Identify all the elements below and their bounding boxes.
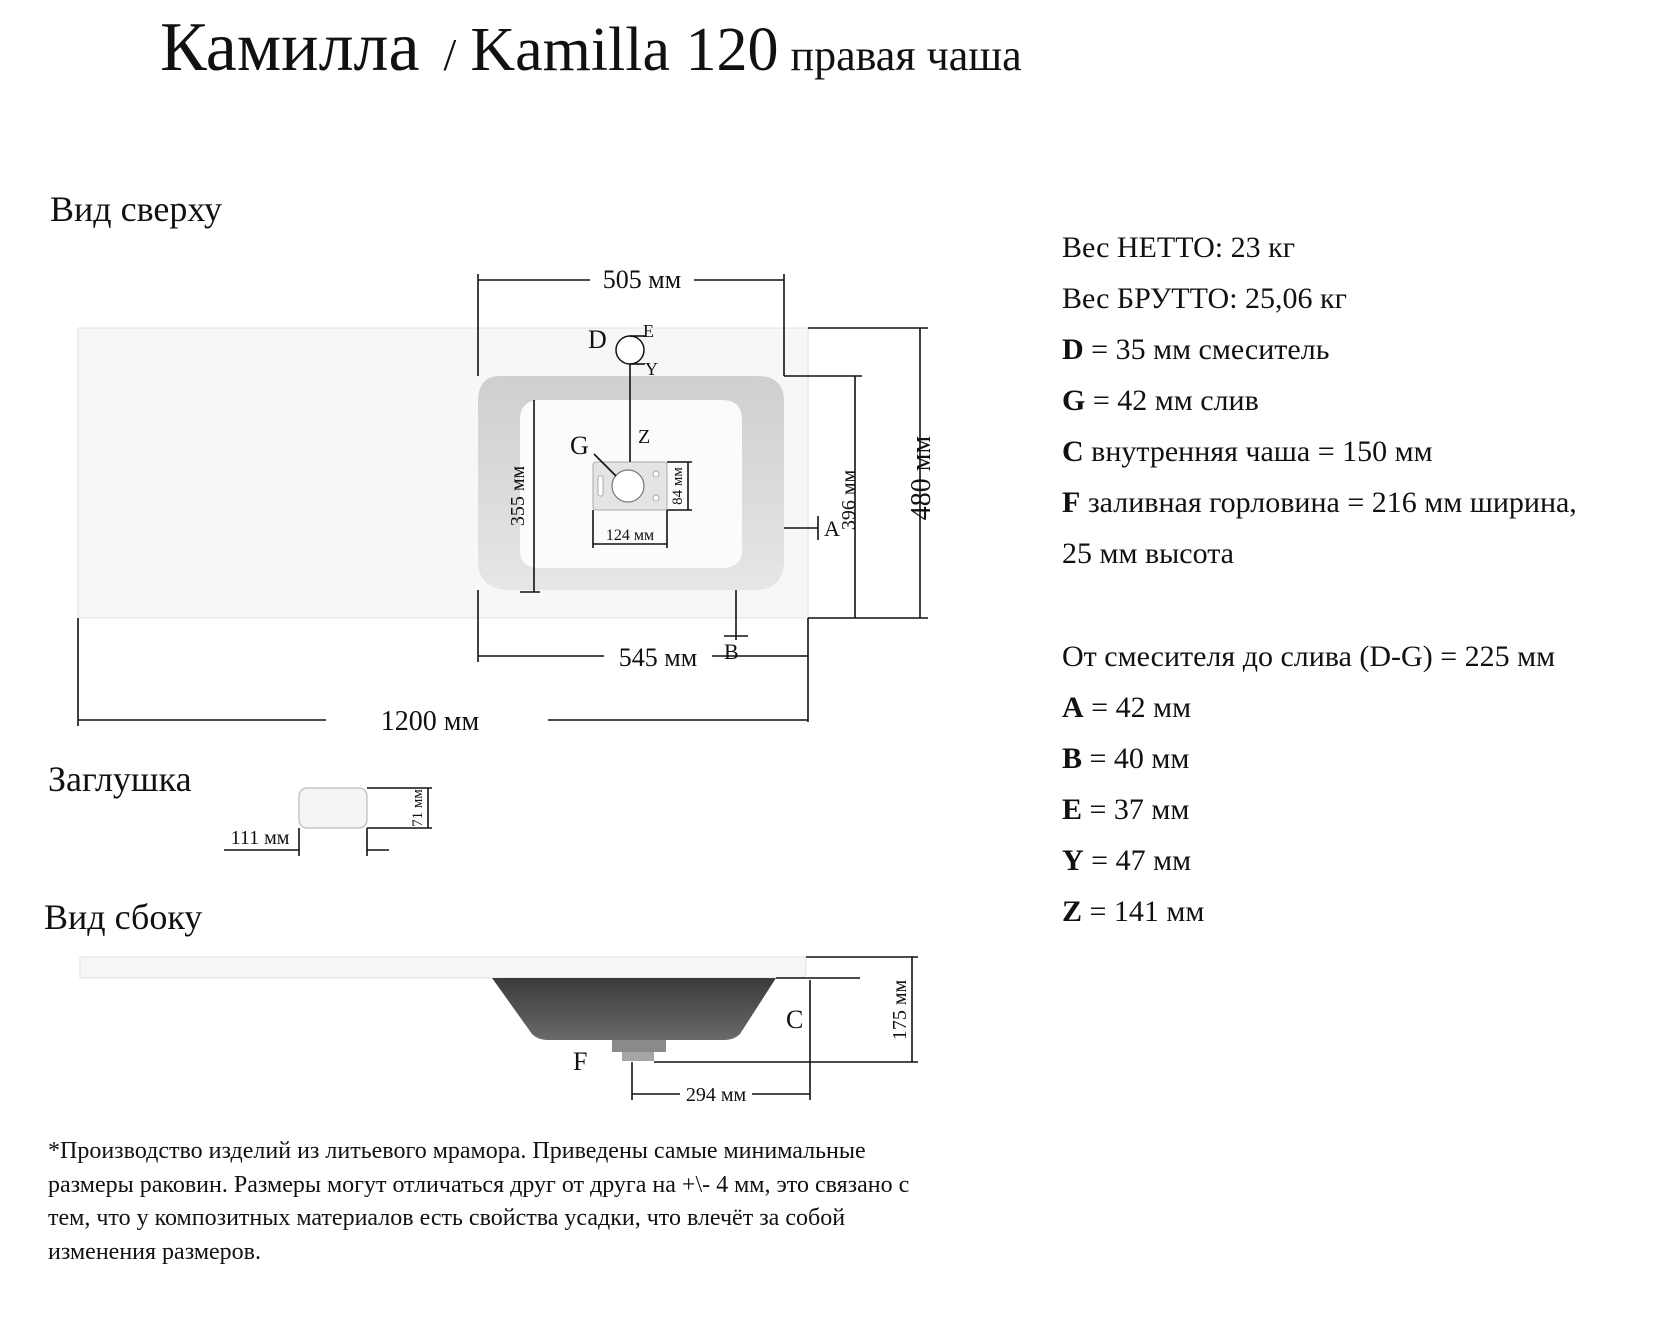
label-f: F [573,1047,588,1076]
dim-depth: 480 мм [906,435,937,521]
dim-bowl-bottom-width: 545 мм [618,643,698,672]
faucet-hole [616,336,644,364]
spec-text: = 47 мм [1083,844,1192,877]
dim-inner-depth: 355 мм [507,465,529,527]
countertop-side [80,957,806,978]
drain-neck [612,1040,666,1052]
spec-text: = 42 мм [1083,691,1192,724]
spec-row [1062,273,1577,324]
dim-total-width: 1200 мм [380,706,480,737]
title-separator: / [443,29,457,80]
spec-text: Вес БРУТТО: 25,06 кг [1062,282,1347,315]
spec-key: F [1062,486,1081,519]
section-top-view: Вид сверху [50,189,222,229]
spec-row [1062,835,1577,886]
title-name-ru: Камилла [160,9,420,86]
section-side-view: Вид сбоку [44,897,203,937]
spec-key: A [1062,691,1084,724]
spec-row [1062,324,1577,375]
spec-key: Y [1062,844,1084,877]
spec-text: = 42 мм слив [1085,384,1259,417]
spec-row [1062,733,1577,784]
spec-key: B [1062,742,1083,775]
plug-dim-width: 111 мм [230,827,290,849]
spec-text: внутренняя чаша = 150 мм [1083,435,1433,468]
spec-row [1062,375,1577,426]
footnote: *Производство изделий из литьевого мрамора. Приведены самые минимальные размеры раковин. Размеры могут отличаться друг от друга на +\- 4 мм, это связано с тем, что у композитных материалов есть свойства усадки, что влечёт за собой изменения размеров. [48,1138,910,1265]
plug-shape [299,788,367,828]
spec-key: C [1062,435,1084,468]
spec-text: = 40 мм [1082,742,1190,775]
specs-list [1062,222,1577,937]
spec-key: E [1062,793,1083,826]
spec-text: = 37 мм [1082,793,1190,826]
drain-outlet [622,1052,654,1061]
label-c: C [786,1005,804,1034]
spec-text: 25 мм высота [1062,537,1235,570]
plug-dim-height: 71 мм [410,789,426,827]
spec-row [1062,631,1577,682]
spec-row [1062,222,1577,273]
title-variant: правая чаша [790,31,1022,80]
spec-key: D [1062,333,1084,366]
spec-key: G [1062,384,1086,417]
section-plug: Заглушка [48,759,192,799]
drain-screw-b [653,495,659,501]
label-b: B [724,639,739,664]
spec-row [1062,886,1577,937]
dim-bowl-depth: 396 мм [838,469,860,531]
label-y: Y [645,359,658,379]
side-view-drawing [80,957,918,1106]
label-z: Z [638,426,651,448]
side-dim-length: 294 мм [685,1084,747,1106]
spec-text: От смесителя до слива (D-G) = 225 мм [1062,640,1556,673]
drain-hole [612,470,644,502]
label-a: A [824,516,840,541]
label-g: G [570,431,589,460]
label-d: D [588,325,607,354]
label-e: E [643,321,654,341]
spec-row [1062,426,1577,477]
drain-screw-a [653,471,659,477]
spec-row [1062,784,1577,835]
spec-row [1062,528,1577,579]
title-name-en: Kamilla 120 [470,16,779,84]
dim-drain-width: 124 мм [605,527,655,544]
spec-text: = 141 мм [1082,895,1205,928]
top-view-drawing [78,265,937,737]
plug-drawing [224,788,432,856]
spec-text: Вес НЕТТО: 23 кг [1062,231,1296,264]
dim-bowl-top-width: 505 мм [602,265,682,294]
bowl-side [492,978,776,1040]
spec-text: заливная горловина = 216 мм ширина, [1080,486,1577,519]
dim-drain-height: 84 мм [670,467,686,505]
spec-row [1062,477,1577,528]
overflow-slot [598,476,603,496]
spec-row [1062,682,1577,733]
spec-text: = 35 мм смеситель [1083,333,1330,366]
spec-key: Z [1062,895,1083,928]
side-dim-height: 175 мм [889,979,911,1041]
